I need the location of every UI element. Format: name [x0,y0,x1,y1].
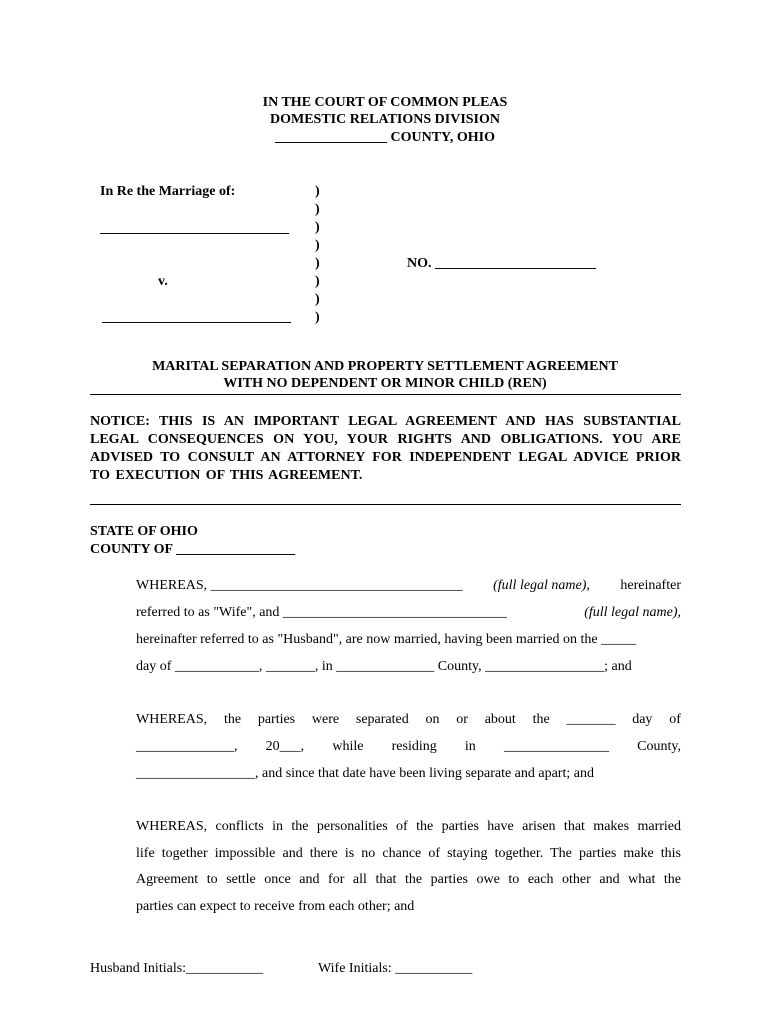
venue-state: STATE OF OHIO [90,524,198,539]
word: or [456,712,468,727]
word: _______________ [503,739,609,754]
word: about [484,712,516,727]
word: County, [637,739,681,754]
caption-paren: ) [315,292,320,307]
full-legal-name-note: (full legal name), [584,605,681,620]
word: day [632,712,653,727]
whereas3-line4: parties can expect to receive from each other; and [136,899,415,914]
word: ______________, [136,739,238,754]
word: in [464,739,476,754]
whereas2-line2 [136,739,681,755]
word: WHEREAS, [136,712,208,727]
caption-paren: ) [315,220,320,235]
title-rule [90,394,681,395]
wife-initials: Wife Initials: ___________ [318,961,473,976]
party-one-blank: ___________________________ [100,221,289,236]
whereas2-line3: _________________, and since that date have been living separate and apart; and [136,766,594,781]
notice-rule [90,504,681,505]
case-number: NO. _______________________ [407,256,596,271]
versus-label: v. [158,274,168,289]
caption-paren: ) [315,256,320,271]
word: of [669,712,681,727]
caption-paren: ) [315,202,320,217]
word: parties [257,712,296,727]
party-two-blank: ___________________________ [102,310,291,325]
whereas1-husband-name-blank: referred to as "Wife", and ________________________________ [136,605,507,620]
whereas1-line4: day of ____________, _______, in ______________ County, _________________; and [136,659,632,674]
hereinafter-text: hereinafter [620,578,681,593]
whereas1-wife-name-blank: WHEREAS, ____________________________________ [136,578,463,593]
whereas3-line3: Agreement to settle once and for all that the parties owe to each other and what the [136,872,681,887]
caption-paren: ) [315,274,320,289]
whereas3-line1: WHEREAS, conflicts in the personalities of the parties have arisen that makes married [136,819,681,834]
whereas1-line1 [136,578,681,594]
word: residing [391,739,437,754]
court-name: IN THE COURT OF COMMON PLEAS [262,95,508,110]
agreement-title-line1: MARITAL SEPARATION AND PROPERTY SETTLEMENT AGREEMENT [152,359,618,374]
whereas1-line2 [136,605,681,621]
legal-notice: NOTICE: THIS IS AN IMPORTANT LEGAL AGREEMENT AND HAS SUBSTANTIAL LEGAL CONSEQUENCES ON YOU, YOUR RIGHTS AND OBLIGATIONS. YOU ARE ADVISED TO CONSULT AN ATTORNEY FOR INDEPENDENT LEGAL ADVICE PRIOR TO EXECUTION OF THIS AGREEMENT. [90,414,681,483]
caption-paren: ) [315,238,320,253]
caption-paren: ) [315,310,320,325]
whereas1-line3: hereinafter referred to as "Husband", are now married, having been married on the _____ [136,632,637,647]
word: while [332,739,364,754]
in-re-label: In Re the Marriage of: [100,184,236,199]
agreement-title-line2: WITH NO DEPENDENT OR MINOR CHILD (REN) [223,376,547,391]
word: separated [355,712,409,727]
word: the [223,712,242,727]
court-division: DOMESTIC RELATIONS DIVISION [269,112,500,127]
caption-paren: ) [315,184,320,199]
word: were [311,712,340,727]
word: the [532,712,550,727]
husband-initials: Husband Initials:___________ [90,961,264,976]
word: on [425,712,440,727]
whereas2-line1 [136,712,681,728]
word: _______ [566,712,616,727]
full-legal-name-note: (full legal name), [493,578,590,593]
venue-county: COUNTY OF _________________ [90,542,296,557]
word: 20___, [265,739,305,754]
court-county: ________________ COUNTY, OHIO [274,130,495,145]
whereas3-line2: life together impossible and there is no chance of staying together. The parties make this [136,846,681,861]
